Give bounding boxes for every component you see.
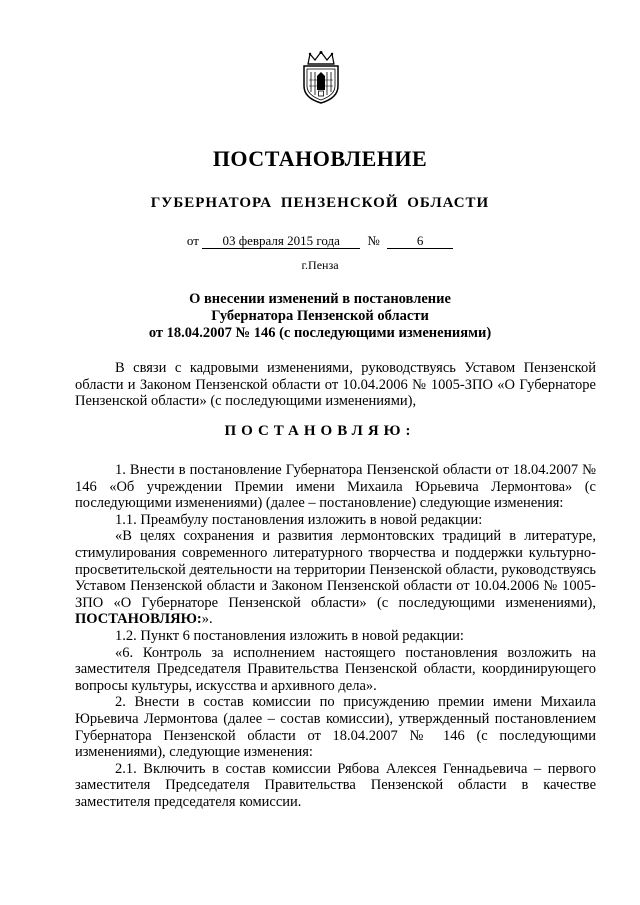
heading-line: Губернатора Пензенской области	[211, 308, 429, 324]
decree-word: ПОСТАНОВЛЯЮ:	[224, 423, 416, 439]
inline-decree-tail: ».	[201, 611, 213, 628]
preamble-block	[75, 360, 596, 410]
body-paragraph: 2.1. Включить в состав комиссии Рябова Алексея Геннадьевича – первого заместителя Председателя Правительства Пензенской области в качестве заместителя председателя комиссии.	[75, 760, 596, 810]
heading-line: от 18.04.2007 № 146 (с последующими изменениями)	[148, 325, 492, 341]
preamble-paragraph: В связи с кадровыми изменениями, руководствуясь Уставом Пензенской области и Законом Пензенской области от 10.04.2006 № 1005-ЗПО «О Губернаторе Пензенской области» (с последующими изменениями),	[75, 360, 596, 410]
quoted-preamble-paragraph	[75, 528, 596, 628]
date-field: 03 февраля 2015 года	[202, 234, 360, 249]
city-label: г.Пенза	[301, 258, 339, 272]
body-paragraph: 1. Внести в постановление Губернатора Пензенской области от 18.04.2007 № 146 «Об учреждении Премии имени Михаила Юрьевича Лермонтова» (с последующими изменениями) (далее – постановление) следующие изменения:	[75, 462, 596, 512]
document-title: ПОСТАНОВЛЕНИЕ	[212, 146, 428, 171]
body-paragraph: «6. Контроль за исполнением настоящего постановления возложить на заместителя Председателя Правительства Пензенской области, координирующего вопросы культуры, искусства и архивного дела».	[75, 644, 596, 694]
document-heading	[90, 291, 550, 342]
number-field: 6	[387, 234, 453, 249]
body-paragraph: 1.2. Пункт 6 постановления изложить в новой редакции:	[115, 627, 464, 644]
quoted-preamble-text: «В целях сохранения и развития лермонтовских традиций в литературе, стимулирования современного литературного творчества и поддержки культурно-просветительской деятельности на территории Пензенской области, руководствуясь Уставом Пензенской области и Законом Пензенской области от 10.04.2006 № 1005-ЗПО «О Губернаторе Пензенской области» (с последующими изменениями),	[75, 528, 596, 611]
body-paragraph: 1.1. Преамбулу постановления изложить в новой редакции:	[115, 511, 483, 528]
body-paragraph: 2. Внести в состав комиссии по присуждению премии имени Михаила Юрьевича Лермонтова (далее – состав комиссии), утвержденный постановлением Губернатора Пензенской области от 18.04.2007 № 146 (с последующими изменениями), следующие изменения:	[75, 694, 596, 761]
heading-line: О внесении изменений в постановление	[189, 291, 451, 307]
document-issuer: ГУБЕРНАТОРА ПЕНЗЕНСКОЙ ОБЛАСТИ	[150, 195, 490, 211]
date-number-line	[0, 233, 640, 249]
date-prefix: от	[186, 233, 199, 248]
coat-of-arms-icon	[300, 50, 342, 104]
inline-decree-word: ПОСТАНОВЛЯЮ:	[75, 611, 202, 628]
body-block	[75, 462, 596, 810]
number-label: №	[367, 233, 380, 248]
